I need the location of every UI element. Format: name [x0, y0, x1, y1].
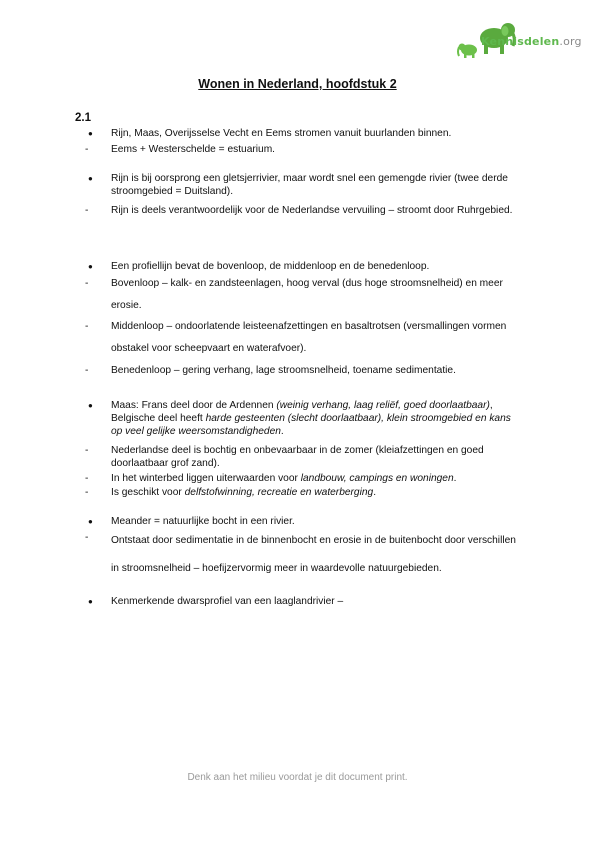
dash-text: Is geschikt voor delfstofwinning, recreatie en waterberging. — [111, 487, 377, 498]
page-title: Wonen in Nederland, hoofdstuk 2 — [198, 77, 397, 91]
dash-text: In het winterbed liggen uiterwaarden voor landbouw, campings en woningen. — [111, 473, 457, 484]
bullet-icon: ● — [88, 597, 93, 606]
dash-text: Rijn is deels verantwoordelijk voor de Nederlandse vervuiling – stroomt door Ruhrgebied. — [111, 205, 513, 216]
dash-marker: - — [85, 473, 89, 484]
bullet-icon: ● — [88, 174, 93, 183]
dash-marker: - — [85, 321, 89, 332]
bullet-text: Meander = natuurlijke bocht in een rivier. — [111, 516, 295, 527]
dash-text: Nederlandse deel is bochtig en onbevaarbaar in de zomer (kleiafzettingen en goed doorlaatbaar grof zand). — [111, 445, 484, 469]
dash-marker: - — [85, 532, 89, 543]
bullet-text: Rijn is bij oorsprong een gletsjerrivier, maar wordt snel een gemengde rivier (twee derde stroomgebied = Duitsland). — [111, 173, 508, 197]
kennisdelen-logo — [456, 16, 582, 60]
bullet-icon: ● — [88, 517, 93, 526]
dash-marker: - — [85, 365, 89, 376]
dash-text: Ontstaat door sedimentatie in de binnenbocht en erosie in de buitenbocht door verschillen in stroomsnelheid – hoefijzervormig meer in waardevolle natuurgebieden. — [111, 535, 516, 574]
dash-marker: - — [85, 445, 89, 456]
dash-text: Bovenloop – kalk- en zandsteenlagen, hoog verval (dus hoge stroomsnelheid) en meer erosie. — [111, 278, 503, 311]
bullet-icon: ● — [88, 129, 93, 138]
dash-marker: - — [85, 205, 89, 216]
bullet-text: Kenmerkende dwarsprofiel van een laaglandrivier – — [111, 596, 344, 607]
dash-marker: - — [85, 278, 89, 289]
dash-text: Middenloop – ondoorlatende leisteenafzettingen en basaltrotsen (versmallingen vormen obstakel voor scheepvaart en waterafvoer). — [111, 321, 507, 354]
bullet-icon: ● — [88, 262, 93, 271]
dash-text: Benedenloop – gering verhang, lage stroomsnelheid, toename sedimentatie. — [111, 365, 456, 376]
page-footer: Denk aan het milieu voordat je dit document print. — [187, 772, 408, 783]
section-heading: 2.1 — [75, 112, 91, 124]
bullet-text: Maas: Frans deel door de Ardennen (weinig verhang, laag reliëf, goed doorlaatbaar), Belgische deel heeft harde gesteenten (slecht doorlaatbaar), klein stroomgebied en kans op veel gelijke weersomstandigheden. — [111, 400, 511, 437]
bullet-icon: ● — [88, 401, 93, 410]
dash-marker: - — [85, 487, 89, 498]
dash-marker: - — [85, 144, 89, 155]
logo-wordmark: Kennisdelen.org — [481, 35, 582, 48]
bullet-text: Rijn, Maas, Overijsselse Vecht en Eems stromen vanuit buurlanden binnen. — [111, 128, 452, 139]
bullet-text: Een profiellijn bevat de bovenloop, de middenloop en de benedenloop. — [111, 261, 430, 272]
dash-text: Eems + Westerschelde = estuarium. — [111, 144, 276, 155]
